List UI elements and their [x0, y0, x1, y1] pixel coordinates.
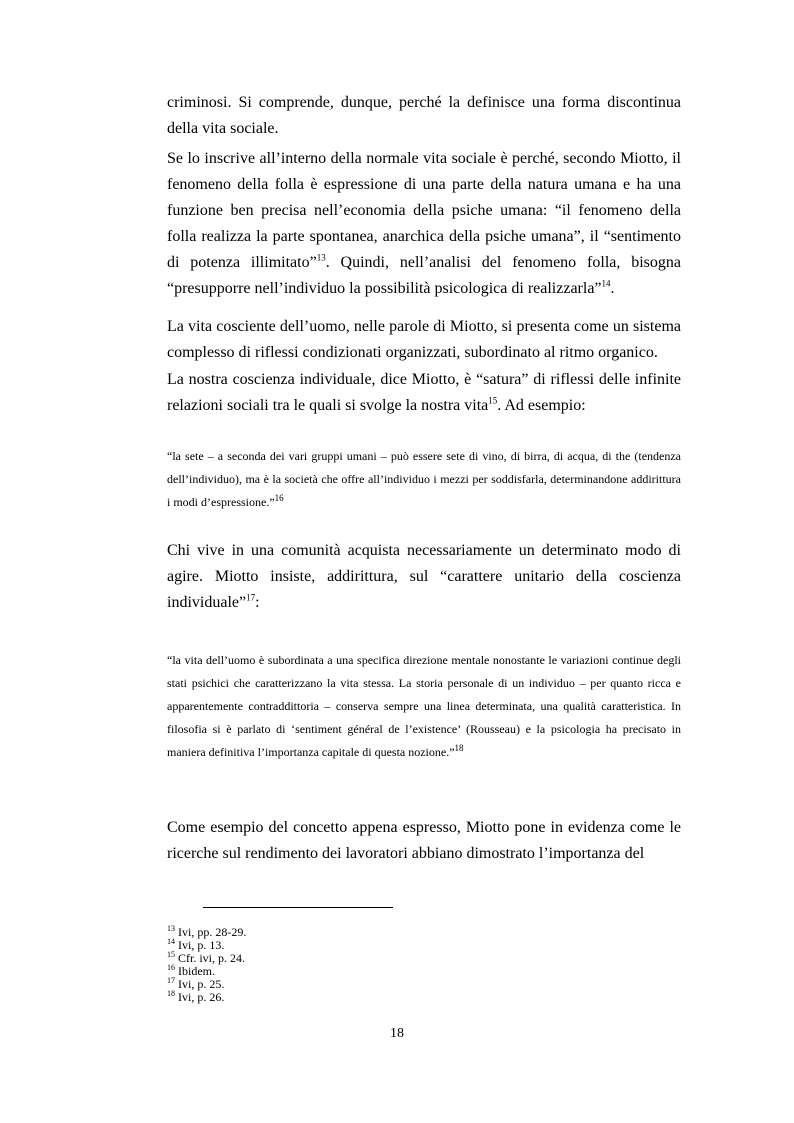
footnote-ref-15: 15: [488, 395, 498, 406]
footnote-number: 17: [167, 976, 175, 985]
paragraph-2: [167, 146, 681, 302]
paragraph-2-text-mid: . Quindi, nell’analisi del fenomeno folla, bisogna “presupporre nell’individuo la possibilità psicologica di realizzarla”: [167, 254, 681, 297]
paragraph-4-text-end: . Ad esempio:: [497, 397, 586, 414]
block-quote-2: [167, 649, 681, 764]
block-quote-1-text: “la sete – a seconda dei vari gruppi umani – può essere sete di vino, di birra, di acqua, di the (tendenza dell’individuo), ma è la società che offre all’individuo i mezzi per soddisfarla, determinandone addirittura i modi d’espressione.”: [167, 449, 681, 509]
paragraph-1: [167, 90, 681, 142]
footnotes: [167, 926, 246, 1004]
footnote-text: Cfr. ivi, p. 24.: [175, 951, 246, 965]
footnote-text: Ivi, p. 26.: [175, 990, 225, 1004]
footnote-text: Ibidem.: [175, 964, 215, 978]
footnote-ref-13: 13: [316, 252, 326, 263]
paragraph-6-text: Come esempio del concetto appena espresso, Miotto pone in evidenza come le ricerche sul rendimento dei lavoratori abbiano dimostrato l’importanza del: [167, 819, 681, 862]
footnote-text: Ivi, p. 13.: [175, 938, 225, 952]
paragraph-2-text-end: .: [610, 280, 615, 297]
footnote-number: 13: [167, 924, 175, 933]
paragraph-3: [167, 314, 681, 366]
footnote-text: Ivi, p. 25.: [175, 977, 225, 991]
block-quote-2-text: “la vita dell’uomo è subordinata a una specifica direzione mentale nonostante le variazioni continue degli stati psichici che caratterizzano la vita stessa. La storia personale di un individuo – per quanto ricca e apparentemente contraddittoria – conserva sempre una linea determinata, una qualità caratteristica. In filosofia si è parlato di ‘sentiment général de l’existence’ (Rousseau) e la psicologia ha precisato in maniera definitiva l’importanza capitale di questa nozione.”: [167, 653, 681, 759]
paragraph-5: [167, 538, 681, 616]
footnote-text: Ivi, pp. 28-29.: [175, 925, 247, 939]
footnote-ref-14: 14: [601, 278, 611, 289]
footnote-18: [167, 991, 246, 1004]
footnote-number: 18: [167, 989, 175, 998]
page-number: 18: [390, 1026, 404, 1041]
paragraph-1-text: criminosi. Si comprende, dunque, perché la definisce una forma discontinua della vita sociale.: [167, 94, 681, 137]
footnote-ref-16: 16: [274, 493, 284, 503]
footnote-number: 16: [167, 963, 175, 972]
footnote-separator: [203, 907, 393, 908]
paragraph-5-text: Chi vive in una comunità acquista necessariamente un determinato modo di agire. Miotto insiste, addirittura, sul “carattere unitario della coscienza individuale”: [167, 542, 681, 611]
paragraph-4: [167, 367, 681, 419]
footnote-ref-18: 18: [454, 743, 464, 753]
paragraph-4-text: La nostra coscienza individuale, dice Miotto, è “satura” di riflessi delle infinite relazioni sociali tra le quali si svolge la nostra vita: [167, 371, 681, 414]
paragraph-5-text-end: :: [255, 594, 260, 611]
footnote-ref-17: 17: [246, 592, 256, 603]
block-quote-1: [167, 445, 681, 514]
paragraph-2-text: Se lo inscrive all’interno della normale vita sociale è perché, secondo Miotto, il fenomeno della folla è espressione di una parte della natura umana e ha una funzione ben precisa nell’economia della psiche umana: “il fenomeno della folla realizza la parte spontanea, anarchica della psiche umana”, il “sentimento di potenza illimitato”: [167, 150, 681, 271]
paragraph-3-text: La vita cosciente dell’uomo, nelle parole di Miotto, si presenta come un sistema complesso di riflessi condizionati organizzati, subordinato al ritmo organico.: [167, 318, 681, 361]
footnote-number: 15: [167, 950, 175, 959]
footnote-number: 14: [167, 937, 175, 946]
paragraph-6: [167, 815, 681, 867]
